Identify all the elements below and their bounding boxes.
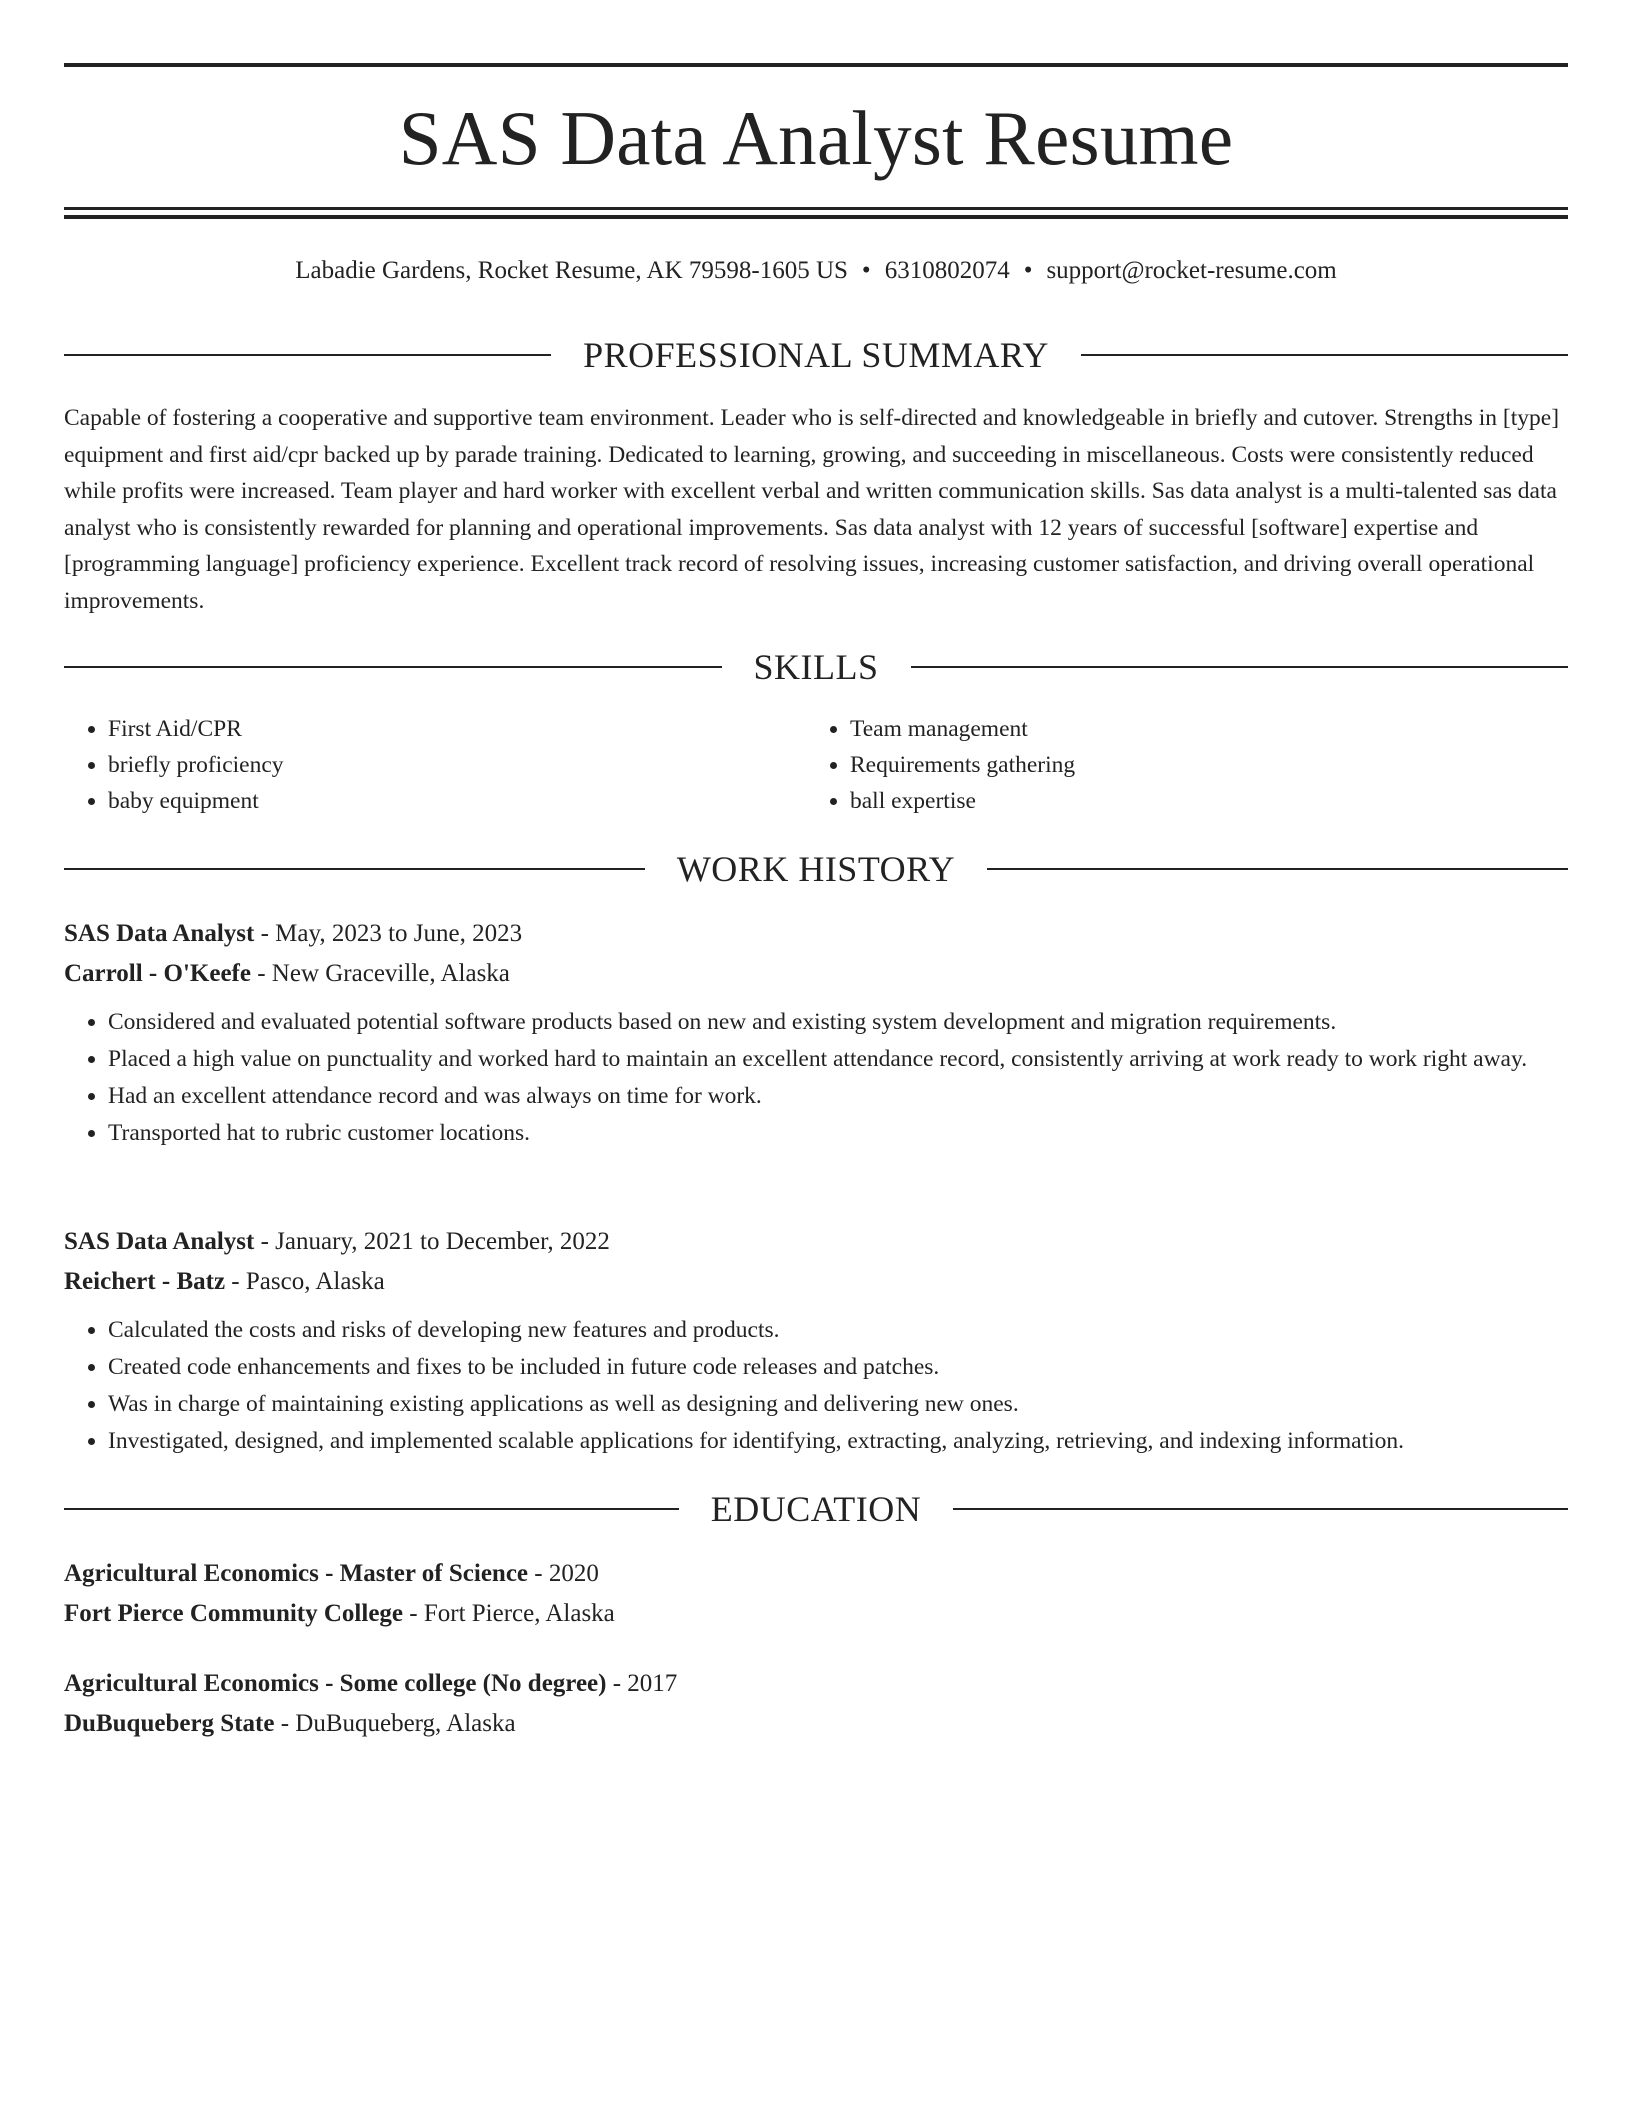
title-rule-lower xyxy=(64,215,1568,219)
professional-summary: Capable of fostering a cooperative and supportive team environment. Leader who is self-directed and knowledgeable in briefly and cutover. Strengths in [type] equipment and first aid/cpr backed up by parade training. Dedicated to learning, growing, and succeeding in miscellaneous. Costs were consistently reduced while profits were increased. Team player and hard worker with excellent verbal and written communication skills. Sas data analyst is a multi-talented sas data analyst who is consistently rewarded for planning and operational improvements. Sas data analyst with 12 years of successful [software] expertise and [programming language] proficiency experience. Excellent track record of resolving issues, increasing customer satisfaction, and driving overall operational improvements. xyxy=(64,405,1560,614)
job-title-line xyxy=(64,914,1568,954)
heading-rule xyxy=(64,868,645,870)
degree-line xyxy=(64,1554,1568,1594)
job-bullet: • Investigated, designed, and implemented scalable applications for identifying, extracting, analyzing, retrieving, and indexing information. xyxy=(108,1423,1568,1459)
job-bullet: • Transported hat to rubric customer locations. xyxy=(108,1115,1568,1151)
section-heading-work xyxy=(64,847,1568,891)
job-entry xyxy=(64,1222,1568,1460)
school-location: - DuBuqueberg, Alaska xyxy=(274,1710,516,1737)
skill-item: • baby equipment xyxy=(108,783,806,819)
contact-address: Labadie Gardens, Rocket Resume, AK 79598-1605 US xyxy=(295,257,848,284)
contact-email: support@rocket-resume.com xyxy=(1046,257,1337,284)
contact-line xyxy=(64,253,1568,289)
job-bullet: • Had an excellent attendance record and was always on time for work. xyxy=(108,1078,1568,1114)
school: DuBuqueberg State xyxy=(64,1710,275,1737)
skill-item: • briefly proficiency xyxy=(108,747,806,783)
job-dates: - January, 2021 to December, 2022 xyxy=(254,1228,610,1255)
section-title: EDUCATION xyxy=(710,1489,922,1529)
job-bullet: • Considered and evaluated potential software products based on new and existing system development and migration requirements. xyxy=(108,1004,1568,1040)
school-location: - Fort Pierce, Alaska xyxy=(403,1600,615,1627)
skills-list xyxy=(64,711,1568,819)
degree-line xyxy=(64,1664,1568,1704)
job-bullet: • Was in charge of maintaining existing applications as well as designing and delivering new ones. xyxy=(108,1386,1568,1422)
job-location: - Pasco, Alaska xyxy=(225,1268,385,1295)
job-bullets xyxy=(64,1004,1568,1151)
section-title: PROFESSIONAL SUMMARY xyxy=(583,335,1049,375)
job-title-line xyxy=(64,1222,1568,1262)
section-heading-summary xyxy=(64,333,1568,377)
education-entry xyxy=(64,1554,1568,1634)
heading-rule xyxy=(911,666,1569,668)
job-company: Carroll - O'Keefe xyxy=(64,960,251,987)
job-entry xyxy=(64,914,1568,1152)
resume-title: SAS Data Analyst Resume xyxy=(398,95,1234,181)
contact-phone: 6310802074 xyxy=(884,257,1010,284)
section-title: SKILLS xyxy=(753,647,879,687)
heading-rule xyxy=(987,868,1568,870)
job-bullets xyxy=(64,1312,1568,1459)
school-line xyxy=(64,1594,1568,1634)
top-rule xyxy=(64,63,1568,67)
degree: Agricultural Economics - Some college (No degree) xyxy=(64,1670,607,1697)
skills-column-left xyxy=(64,711,806,819)
skill-item: • First Aid/CPR xyxy=(108,711,806,747)
job-bullet: • Calculated the costs and risks of developing new features and products. xyxy=(108,1312,1568,1348)
degree-year: - 2020 xyxy=(528,1560,599,1587)
section-title: WORK HISTORY xyxy=(676,849,956,889)
title-rule-upper xyxy=(64,207,1568,210)
skill-item: • ball expertise xyxy=(850,783,1548,819)
job-location: - New Graceville, Alaska xyxy=(250,960,510,987)
school-line xyxy=(64,1704,1568,1744)
skill-item: • Team management xyxy=(850,711,1548,747)
section-heading-skills xyxy=(64,645,1568,689)
job-dates: - May, 2023 to June, 2023 xyxy=(254,920,523,947)
heading-rule xyxy=(953,1508,1568,1510)
job-company-line xyxy=(64,954,1568,994)
heading-rule xyxy=(64,1508,679,1510)
job-company-line xyxy=(64,1262,1568,1302)
contact-separator: • xyxy=(1023,257,1033,284)
school: Fort Pierce Community College xyxy=(64,1600,404,1627)
job-bullet: • Placed a high value on punctuality and worked hard to maintain an excellent attendance record, consistently arriving at work ready to work right away. xyxy=(108,1041,1568,1077)
contact-separator: • xyxy=(861,257,871,284)
degree: Agricultural Economics - Master of Science xyxy=(64,1560,529,1587)
job-company: Reichert - Batz xyxy=(64,1268,226,1295)
degree-year: - 2017 xyxy=(606,1670,678,1697)
section-heading-education xyxy=(64,1487,1568,1531)
job-title: SAS Data Analyst xyxy=(64,1228,255,1255)
heading-rule xyxy=(1081,354,1568,356)
skills-column-right xyxy=(806,711,1548,819)
job-title: SAS Data Analyst xyxy=(64,920,255,947)
heading-rule xyxy=(64,666,722,668)
heading-rule xyxy=(64,354,551,356)
skill-item: • Requirements gathering xyxy=(850,747,1548,783)
education-entry xyxy=(64,1664,1568,1744)
job-bullet: • Created code enhancements and fixes to be included in future code releases and patches. xyxy=(108,1349,1568,1385)
